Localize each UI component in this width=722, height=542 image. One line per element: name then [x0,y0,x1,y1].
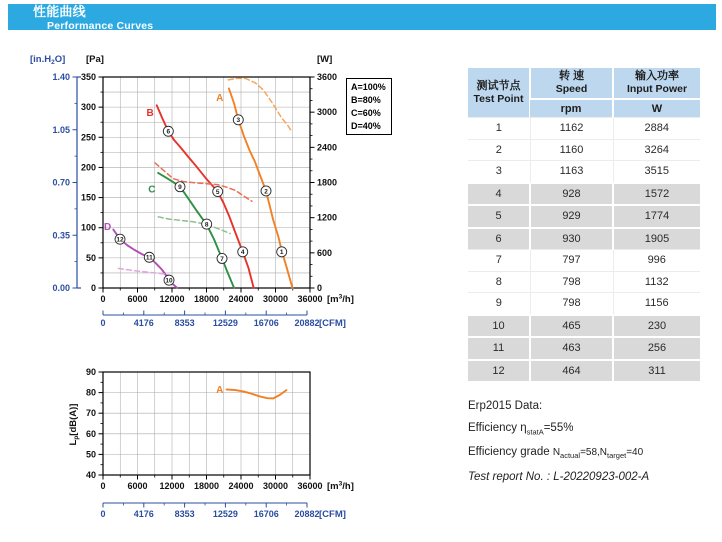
table-row [468,118,700,140]
cell-test-point: 1 [468,118,530,140]
svg-text:2400: 2400 [317,142,338,153]
section-header-bar [8,4,716,30]
test-point-marker-3 [233,115,243,125]
svg-text:150: 150 [80,192,96,203]
table-row [468,250,700,272]
svg-text:A: A [216,384,224,396]
legend-item-d: D=40% [351,121,381,131]
svg-text:36000: 36000 [297,294,323,304]
svg-text:50: 50 [85,449,96,460]
svg-text:2: 2 [264,188,268,196]
erp-title: Erp2015 Data: [468,400,543,412]
svg-text:D: D [103,222,112,234]
cell-power: 3515 [613,161,700,183]
svg-text:4176: 4176 [133,318,154,328]
col-header-test-point [468,68,530,118]
test-point-marker-7 [217,253,227,263]
svg-text:18000: 18000 [193,481,220,491]
curve-C-power [158,217,230,234]
noise-chart [10,355,455,530]
col-header-input-power-en: Input Power [626,83,688,95]
svg-text:9: 9 [178,184,182,192]
cell-speed: 797 [530,250,613,272]
svg-text:6000: 6000 [127,481,148,491]
col-header-input-power [613,68,700,99]
section-title [33,1,153,33]
svg-text:0: 0 [100,294,106,304]
cell-power: 230 [613,315,700,338]
cell-speed: 464 [530,360,613,382]
erp-efficiency-line: Efficiency $\eta_{statA}=55\%$ [468,421,574,436]
table-row [468,139,700,161]
svg-text:1: 1 [279,249,284,257]
cell-power: 1156 [613,293,700,315]
table-row [468,337,700,360]
cell-speed: 929 [530,205,613,228]
svg-text:90: 90 [85,367,96,377]
svg-text:6: 6 [166,128,171,136]
svg-text:70: 70 [85,408,96,419]
svg-text:200: 200 [80,162,96,173]
cell-power: 2884 [613,118,700,140]
svg-text:24000: 24000 [228,481,254,491]
cell-speed: 798 [530,271,613,293]
cell-test-point: 6 [468,228,530,250]
table-row [468,271,700,293]
svg-text:16706: 16706 [253,318,279,328]
svg-text:4176: 4176 [133,509,154,519]
svg-text:1800: 1800 [317,177,338,188]
svg-text:30000: 30000 [262,294,289,304]
svg-text:8353: 8353 [174,509,195,519]
cell-test-point: 10 [468,315,530,338]
section-title-zh: 性能曲线 [33,4,86,19]
col-header-test-point-zh: 测试节点 [476,79,521,92]
svg-text:[Pa]: [Pa] [86,54,104,65]
svg-text:3000: 3000 [317,107,338,118]
test-point-marker-9 [175,182,185,192]
svg-text:4: 4 [240,249,245,257]
table-row [468,228,700,250]
noise-curve-A [227,390,287,399]
cell-test-point: 7 [468,250,530,272]
svg-text:20882: 20882 [294,509,320,519]
svg-text:1.40: 1.40 [52,72,70,82]
svg-text:600: 600 [317,247,333,258]
cell-speed: 930 [530,228,613,250]
erp-grade-line: Efficiency grade $N_{actual}=58,N_{target}=40$ [468,446,644,461]
cell-speed: 928 [530,183,613,206]
svg-text:16706: 16706 [253,509,279,519]
unit-rpm: rpm [530,99,613,118]
cell-power: 1774 [613,205,700,228]
table-row [468,183,700,206]
svg-text:11: 11 [145,254,153,262]
table-row [468,360,700,382]
svg-text:300: 300 [80,102,96,113]
svg-text:36000: 36000 [297,481,323,491]
svg-text:[W]: [W] [317,54,333,65]
svg-text:5: 5 [215,188,220,196]
svg-text:A: A [216,93,224,105]
svg-text:100: 100 [80,222,96,233]
svg-text:60: 60 [85,428,96,439]
svg-text:B: B [146,108,154,120]
svg-text:1.05: 1.05 [52,124,70,135]
erp-data-block [468,396,649,488]
cell-speed: 463 [530,337,613,360]
table-row [468,315,700,338]
section-title-en: Performance Curves [47,20,154,32]
test-point-table [468,68,700,381]
svg-text:[in.H2O]: $[in.H_2O]$ [30,54,66,66]
test-point-marker-10 [164,275,174,285]
svg-text:[m3/h]: $[m^3/h]$ [327,480,354,492]
erp-test-report-line: Test report No. : L-20220923-002-A [468,470,650,483]
svg-text:7: 7 [220,255,224,263]
test-point-marker-8 [202,219,212,229]
col-header-speed-en: Speed [555,83,588,95]
cell-test-point: 2 [468,139,530,161]
cell-power: 3264 [613,139,700,161]
svg-text:0: 0 [100,481,106,491]
chart-legend [346,78,392,135]
test-point-marker-11 [144,252,154,262]
svg-text:250: 250 [80,132,96,143]
unit-w: W [613,99,700,118]
cell-speed: 1162 [530,118,613,140]
svg-text:0.35: 0.35 [52,230,70,241]
col-header-speed [530,68,613,99]
svg-text:C: C [148,184,156,196]
cell-power: 1905 [613,228,700,250]
svg-text:0: 0 [317,283,323,293]
col-header-test-point-en: Test Point [473,92,524,105]
table-row [468,205,700,228]
cell-power: 311 [613,360,700,382]
svg-text:24000: 24000 [228,294,254,304]
test-point-marker-4 [238,247,248,257]
test-point-marker-2 [261,186,271,196]
svg-text:0: 0 [90,283,96,293]
svg-text:12529: 12529 [212,509,238,519]
cell-test-point: 11 [468,337,530,360]
svg-text:12000: 12000 [159,481,185,491]
svg-text:0: 0 [100,318,106,328]
cell-test-point: 8 [468,271,530,293]
test-point-marker-1 [277,247,287,257]
cell-test-point: 5 [468,205,530,228]
svg-text:[CFM]: [CFM] [319,318,346,329]
test-point-marker-6 [163,126,173,136]
svg-text:0: 0 [100,509,106,519]
svg-text:80: 80 [85,387,96,398]
cell-power: 256 [613,337,700,360]
svg-text:[m3/h]: $[m^3/h]$ [327,293,354,305]
cell-test-point: 3 [468,161,530,183]
svg-text:10: 10 [165,277,173,285]
legend-item-b: B=80% [351,95,381,105]
test-point-marker-5 [213,187,223,197]
svg-text:3: 3 [236,117,241,125]
cell-power: 996 [613,250,700,272]
cell-power: 1132 [613,271,700,293]
svg-text:8353: 8353 [174,318,195,328]
svg-text:350: 350 [80,72,96,82]
svg-text:3600: 3600 [317,72,338,82]
cell-test-point: 12 [468,360,530,382]
col-header-input-power-zh: 输入功率 [635,70,679,82]
svg-text:0.70: 0.70 [52,177,70,188]
table-row [468,161,700,183]
table-row [468,293,700,315]
col-header-speed-zh: 转 速 [558,70,585,82]
svg-text:6000: 6000 [127,294,148,304]
svg-text:12: 12 [116,236,124,244]
svg-text:18000: 18000 [193,294,220,304]
curve-B-power [155,163,252,201]
svg-text:Lp[dB(A)]: $L_p[dB(A)]$ [68,403,80,446]
cell-speed: 1163 [530,161,613,183]
cell-test-point: 4 [468,183,530,206]
svg-text:1200: 1200 [317,212,338,223]
cell-speed: 465 [530,315,613,338]
svg-text:[CFM]: [CFM] [319,509,346,520]
cell-test-point: 9 [468,293,530,315]
svg-text:20882: 20882 [294,318,320,328]
cell-speed: 1160 [530,139,613,161]
svg-text:8: 8 [204,221,209,229]
svg-text:12529: 12529 [212,318,238,328]
test-point-marker-12 [115,234,125,244]
svg-text:12000: 12000 [159,294,185,304]
svg-text:50: 50 [85,252,96,263]
cell-speed: 798 [530,293,613,315]
svg-text:0.00: 0.00 [52,283,70,293]
legend-item-c: C=60% [351,108,381,118]
svg-text:40: 40 [85,470,96,480]
cell-power: 1572 [613,183,700,206]
legend-item-a: A=100% [351,82,386,92]
svg-text:30000: 30000 [262,481,289,491]
